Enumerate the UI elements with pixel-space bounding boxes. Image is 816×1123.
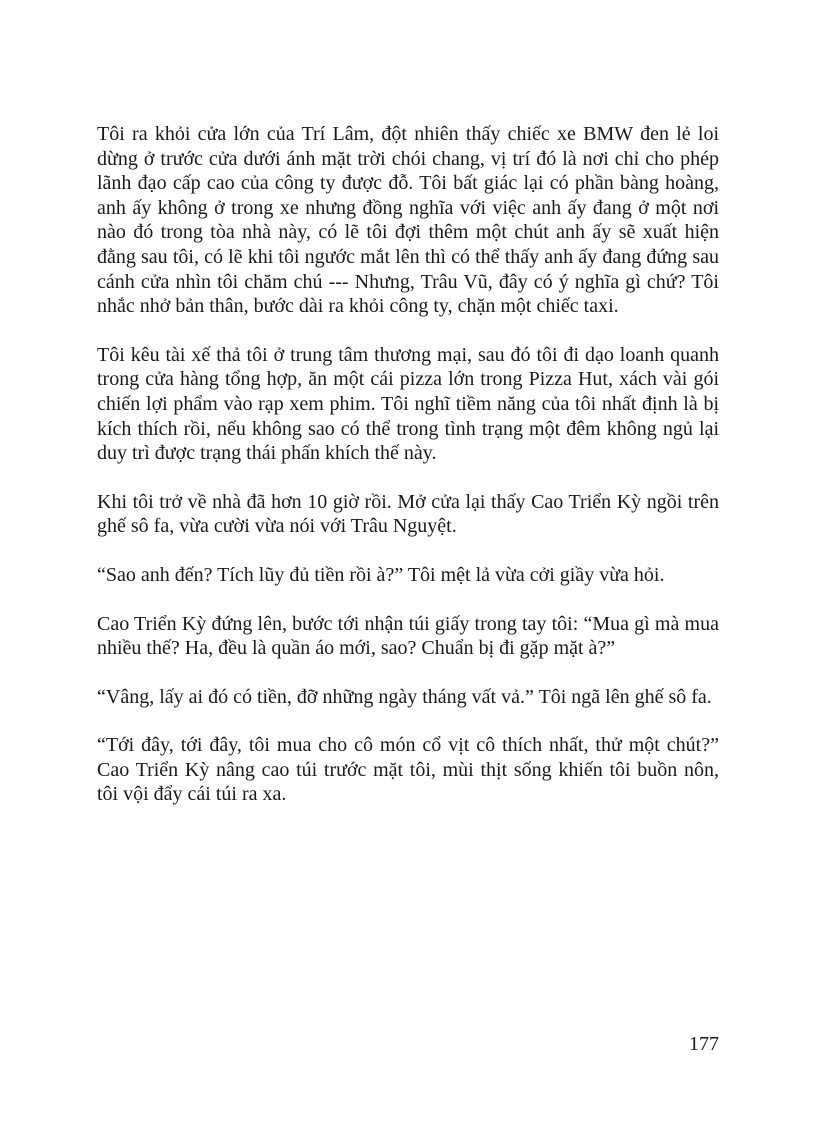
paragraph-7: “Tới đây, tới đây, tôi mua cho cô món cổ vịt cô thích nhất, thử một chút?” Cao Triển Kỳ nâng cao túi trước mặt tôi, mùi thịt sống khiến tôi buồn nôn, tôi vội đẩy cái túi ra xa. [97,734,719,806]
paragraph-3: Khi tôi trở về nhà đã hơn 10 giờ rồi. Mở cửa lại thấy Cao Triển Kỳ ngồi trên ghế sô fa, vừa cười vừa nói với Trâu Nguyệt. [97,490,719,538]
page-number: 177 [689,1033,719,1055]
body-text [97,122,719,831]
paragraph-1: Tôi ra khỏi cửa lớn của Trí Lâm, đột nhiên thấy chiếc xe BMW đen lẻ loi dừng ở trước cửa dưới ánh mặt trời chói chang, vị trí đó là nơi chỉ cho phép lãnh đạo cấp cao của công ty được đỗ. Tôi bất giác lại có phần bàng hoàng, anh ấy không ở trong xe nhưng đồng nghĩa với việc anh ấy đang ở một nơi nào đó trong tòa nhà này, có lẽ tôi đợi thêm một chút anh ấy sẽ xuất hiện đằng sau tôi, có lẽ khi tôi ngước mắt lên thì có thể thấy anh ấy đang đứng sau cánh cửa nhìn tôi chăm chú --- Nhưng, Trâu Vũ, đây có ý nghĩa gì chứ? Tôi nhắc nhở bản thân, bước dài ra khỏi công ty, chặn một chiếc taxi. [97,123,719,318]
paragraph-2: Tôi kêu tài xế thả tôi ở trung tâm thương mại, sau đó tôi đi dạo loanh quanh trong cửa hàng tổng hợp, ăn một cái pizza lớn trong Pizza Hut, xách vài gói chiến lợi phẩm vào rạp xem phim. Tôi nghĩ tiềm năng của tôi nhất định là bị kích thích rồi, nếu không sao có thể trong tình trạng một đêm không ngủ lại duy trì được trạng thái phấn khích thế này. [97,343,719,465]
paragraph-5: Cao Triển Kỳ đứng lên, bước tới nhận túi giấy trong tay tôi: “Mua gì mà mua nhiều thế? Ha, đều là quần áo mới, sao? Chuẩn bị đi gặp mặt à?” [97,612,719,660]
paragraph-6: “Vâng, lấy ai đó có tiền, đỡ những ngày tháng vất vả.” Tôi ngã lên ghế sô fa. [97,685,712,708]
paragraph-4: “Sao anh đến? Tích lũy đủ tiền rồi à?” Tôi mệt lả vừa cởi giầy vừa hỏi. [97,563,665,586]
